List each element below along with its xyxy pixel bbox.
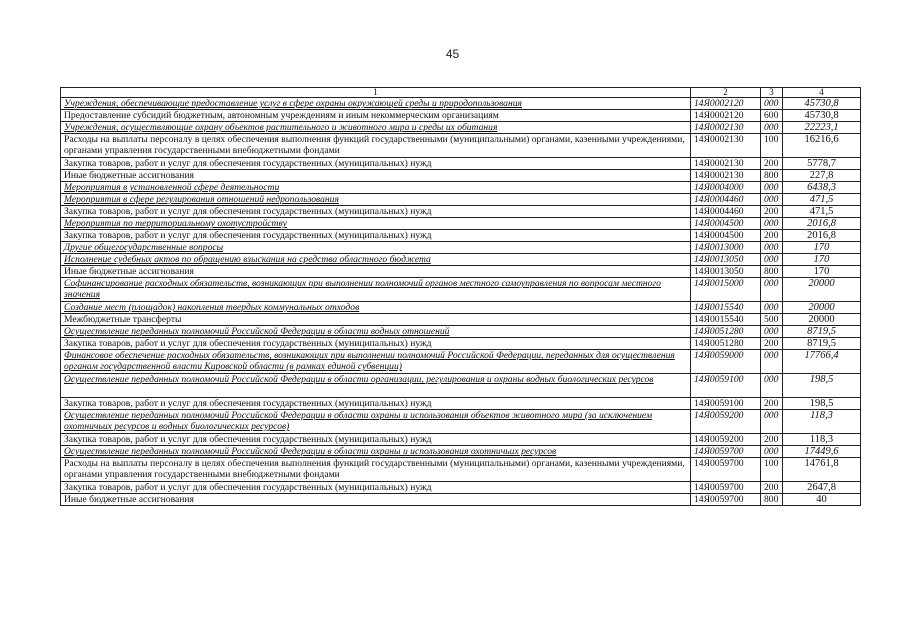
row-name: Закупка товаров, работ и услуг для обеспечения государственных (муниципальных) нужд xyxy=(61,434,691,446)
row-expense-type: 000 xyxy=(761,446,783,458)
table-row xyxy=(61,434,861,446)
row-expense-type: 200 xyxy=(761,158,783,170)
row-name: Осуществление переданных полномочий Российской Федерации в области охраны и использования объектов животного мира (за исключением охотничьих ресурсов и водных биологических ресурсов) xyxy=(61,410,691,434)
row-amount: 118,3 xyxy=(783,434,861,446)
header-col-4: 4 xyxy=(783,88,861,98)
row-amount: 45730,8 xyxy=(783,98,861,110)
row-name: Мероприятия по территориальному охотустройству xyxy=(61,218,691,230)
row-name: Осуществление переданных полномочий Российской Федерации в области водных отношений xyxy=(61,326,691,338)
row-expense-type: 200 xyxy=(761,206,783,218)
row-name: Расходы на выплаты персоналу в целях обеспечения выполнения функций государственными (муниципальными) органами, казенными учреждениями, органами управления государственными внебюджетными фондами xyxy=(61,458,691,482)
row-code: 14Я0059700 xyxy=(691,458,761,482)
row-expense-type: 800 xyxy=(761,266,783,278)
row-expense-type: 200 xyxy=(761,482,783,494)
row-code: 14Я0015540 xyxy=(691,302,761,314)
row-name: Закупка товаров, работ и услуг для обеспечения государственных (муниципальных) нужд xyxy=(61,338,691,350)
header-col-1: 1 xyxy=(61,88,691,98)
row-expense-type: 600 xyxy=(761,110,783,122)
table-row xyxy=(61,134,861,158)
row-code: 14Я0002130 xyxy=(691,170,761,182)
table-row xyxy=(61,374,861,398)
row-name: Мероприятия в установленной сфере деятельности xyxy=(61,182,691,194)
row-name: Создание мест (площадок) накопления твердых коммунальных отходов xyxy=(61,302,691,314)
row-code: 14Я0059100 xyxy=(691,398,761,410)
row-name: Осуществление переданных полномочий Российской Федерации в области охраны и использования охотничьих ресурсов xyxy=(61,446,691,458)
row-name: Финансовое обеспечение расходных обязательств, возникающих при выполнении полномочий Российской Федерации, переданных для осуществления органам государственной власти Кировской области (в рамках единой субвенции) xyxy=(61,350,691,374)
row-code: 14Я0059200 xyxy=(691,434,761,446)
row-amount: 2647,8 xyxy=(783,482,861,494)
row-name: Закупка товаров, работ и услуг для обеспечения государственных (муниципальных) нужд xyxy=(61,482,691,494)
row-code: 14Я0004460 xyxy=(691,194,761,206)
table-row xyxy=(61,158,861,170)
row-amount: 17766,4 xyxy=(783,350,861,374)
table-row xyxy=(61,410,861,434)
row-amount: 170 xyxy=(783,266,861,278)
row-amount: 8719,5 xyxy=(783,338,861,350)
row-amount: 2016,8 xyxy=(783,218,861,230)
row-name: Осуществление переданных полномочий Российской Федерации в области организации, регулирования и охраны водных биологических ресурсов xyxy=(61,374,691,398)
row-code: 14Я0002130 xyxy=(691,158,761,170)
table-row xyxy=(61,266,861,278)
row-code: 14Я0051280 xyxy=(691,338,761,350)
row-code: 14Я0002120 xyxy=(691,98,761,110)
row-expense-type: 000 xyxy=(761,122,783,134)
row-code: 14Я0059000 xyxy=(691,350,761,374)
row-code: 14Я0013050 xyxy=(691,266,761,278)
row-code: 14Я0013050 xyxy=(691,254,761,266)
row-name: Мероприятия в сфере регулирования отношений недропользования xyxy=(61,194,691,206)
table-row xyxy=(61,194,861,206)
table-row xyxy=(61,98,861,110)
table-row xyxy=(61,494,861,506)
budget-table xyxy=(60,87,861,506)
row-amount: 170 xyxy=(783,254,861,266)
row-amount: 22223,1 xyxy=(783,122,861,134)
table-row xyxy=(61,302,861,314)
row-name: Другие общегосударственные вопросы xyxy=(61,242,691,254)
row-code: 14Я0051280 xyxy=(691,326,761,338)
row-amount: 40 xyxy=(783,494,861,506)
row-expense-type: 000 xyxy=(761,302,783,314)
row-code: 14Я0004000 xyxy=(691,182,761,194)
row-name: Иные бюджетные ассигнования xyxy=(61,266,691,278)
table-header-row xyxy=(61,88,861,98)
table-row xyxy=(61,254,861,266)
row-expense-type: 000 xyxy=(761,98,783,110)
table-row xyxy=(61,338,861,350)
table-row xyxy=(61,458,861,482)
table-row xyxy=(61,242,861,254)
row-amount: 471,5 xyxy=(783,206,861,218)
row-code: 14Я0059700 xyxy=(691,446,761,458)
row-expense-type: 000 xyxy=(761,374,783,398)
row-code: 14Я0004460 xyxy=(691,206,761,218)
row-name: Иные бюджетные ассигнования xyxy=(61,494,691,506)
row-name: Закупка товаров, работ и услуг для обеспечения государственных (муниципальных) нужд xyxy=(61,398,691,410)
table-row xyxy=(61,446,861,458)
table-row xyxy=(61,482,861,494)
row-amount: 198,5 xyxy=(783,398,861,410)
row-amount: 20000 xyxy=(783,302,861,314)
row-amount: 45730,8 xyxy=(783,110,861,122)
header-col-2: 2 xyxy=(691,88,761,98)
row-amount: 14761,8 xyxy=(783,458,861,482)
row-amount: 6438,3 xyxy=(783,182,861,194)
row-expense-type: 000 xyxy=(761,218,783,230)
row-amount: 20000 xyxy=(783,278,861,302)
table-row xyxy=(61,170,861,182)
table-row xyxy=(61,230,861,242)
row-name: Софинансирование расходных обязательств, возникающих при выполнении полномочий органов местного самоуправления по вопросам местного значения xyxy=(61,278,691,302)
row-name: Исполнение судебных актов по обращению взыскания на средства областного бюджета xyxy=(61,254,691,266)
row-code: 14Я0002130 xyxy=(691,122,761,134)
row-code: 14Я0002130 xyxy=(691,134,761,158)
row-amount: 5778,7 xyxy=(783,158,861,170)
row-amount: 17449,6 xyxy=(783,446,861,458)
row-name: Расходы на выплаты персоналу в целях обеспечения выполнения функций государственными (муниципальными) органами, казенными учреждениями, органами управления государственными внебюджетными фондами xyxy=(61,134,691,158)
table-row xyxy=(61,326,861,338)
table-row xyxy=(61,218,861,230)
row-amount: 227,8 xyxy=(783,170,861,182)
row-expense-type: 100 xyxy=(761,134,783,158)
row-expense-type: 000 xyxy=(761,182,783,194)
row-amount: 2016,8 xyxy=(783,230,861,242)
row-expense-type: 000 xyxy=(761,350,783,374)
row-code: 14Я0015000 xyxy=(691,278,761,302)
row-code: 14Я0015540 xyxy=(691,314,761,326)
row-amount: 20000 xyxy=(783,314,861,326)
header-col-3: 3 xyxy=(761,88,783,98)
row-name: Межбюджетные трансферты xyxy=(61,314,691,326)
row-amount: 8719,5 xyxy=(783,326,861,338)
row-name: Учреждения, осуществляющие охрану объектов растительного и животного мира и среды их обитания xyxy=(61,122,691,134)
row-code: 14Я0002120 xyxy=(691,110,761,122)
row-expense-type: 800 xyxy=(761,494,783,506)
row-expense-type: 100 xyxy=(761,458,783,482)
row-code: 14Я0059700 xyxy=(691,494,761,506)
row-code: 14Я0059700 xyxy=(691,482,761,494)
row-expense-type: 500 xyxy=(761,314,783,326)
row-expense-type: 200 xyxy=(761,230,783,242)
row-name: Учреждения, обеспечивающие предоставление услуг в сфере охраны окружающей среды и природопользования xyxy=(61,98,691,110)
row-code: 14Я0013000 xyxy=(691,242,761,254)
row-expense-type: 000 xyxy=(761,278,783,302)
row-amount: 16216,6 xyxy=(783,134,861,158)
row-code: 14Я0004500 xyxy=(691,218,761,230)
row-code: 14Я0059100 xyxy=(691,374,761,398)
table-row xyxy=(61,278,861,302)
row-name: Закупка товаров, работ и услуг для обеспечения государственных (муниципальных) нужд xyxy=(61,158,691,170)
row-amount: 170 xyxy=(783,242,861,254)
row-amount: 471,5 xyxy=(783,194,861,206)
row-name: Закупка товаров, работ и услуг для обеспечения государственных (муниципальных) нужд xyxy=(61,206,691,218)
row-expense-type: 000 xyxy=(761,242,783,254)
row-name: Предоставление субсидий бюджетным, автономным учреждениям и иным некоммерческим организациям xyxy=(61,110,691,122)
table-row xyxy=(61,182,861,194)
row-name: Закупка товаров, работ и услуг для обеспечения государственных (муниципальных) нужд xyxy=(61,230,691,242)
row-expense-type: 000 xyxy=(761,326,783,338)
table-row xyxy=(61,350,861,374)
table-row xyxy=(61,110,861,122)
row-name: Иные бюджетные ассигнования xyxy=(61,170,691,182)
row-code: 14Я0004500 xyxy=(691,230,761,242)
row-expense-type: 000 xyxy=(761,194,783,206)
row-amount: 198,5 xyxy=(783,374,861,398)
row-expense-type: 800 xyxy=(761,170,783,182)
table-row xyxy=(61,122,861,134)
row-expense-type: 200 xyxy=(761,398,783,410)
table-row xyxy=(61,314,861,326)
row-code: 14Я0059200 xyxy=(691,410,761,434)
row-expense-type: 200 xyxy=(761,338,783,350)
row-expense-type: 200 xyxy=(761,434,783,446)
table-row xyxy=(61,206,861,218)
row-amount: 118,3 xyxy=(783,410,861,434)
table-row xyxy=(61,398,861,410)
row-expense-type: 000 xyxy=(761,254,783,266)
row-expense-type: 000 xyxy=(761,410,783,434)
page-number: 45 xyxy=(445,47,460,61)
